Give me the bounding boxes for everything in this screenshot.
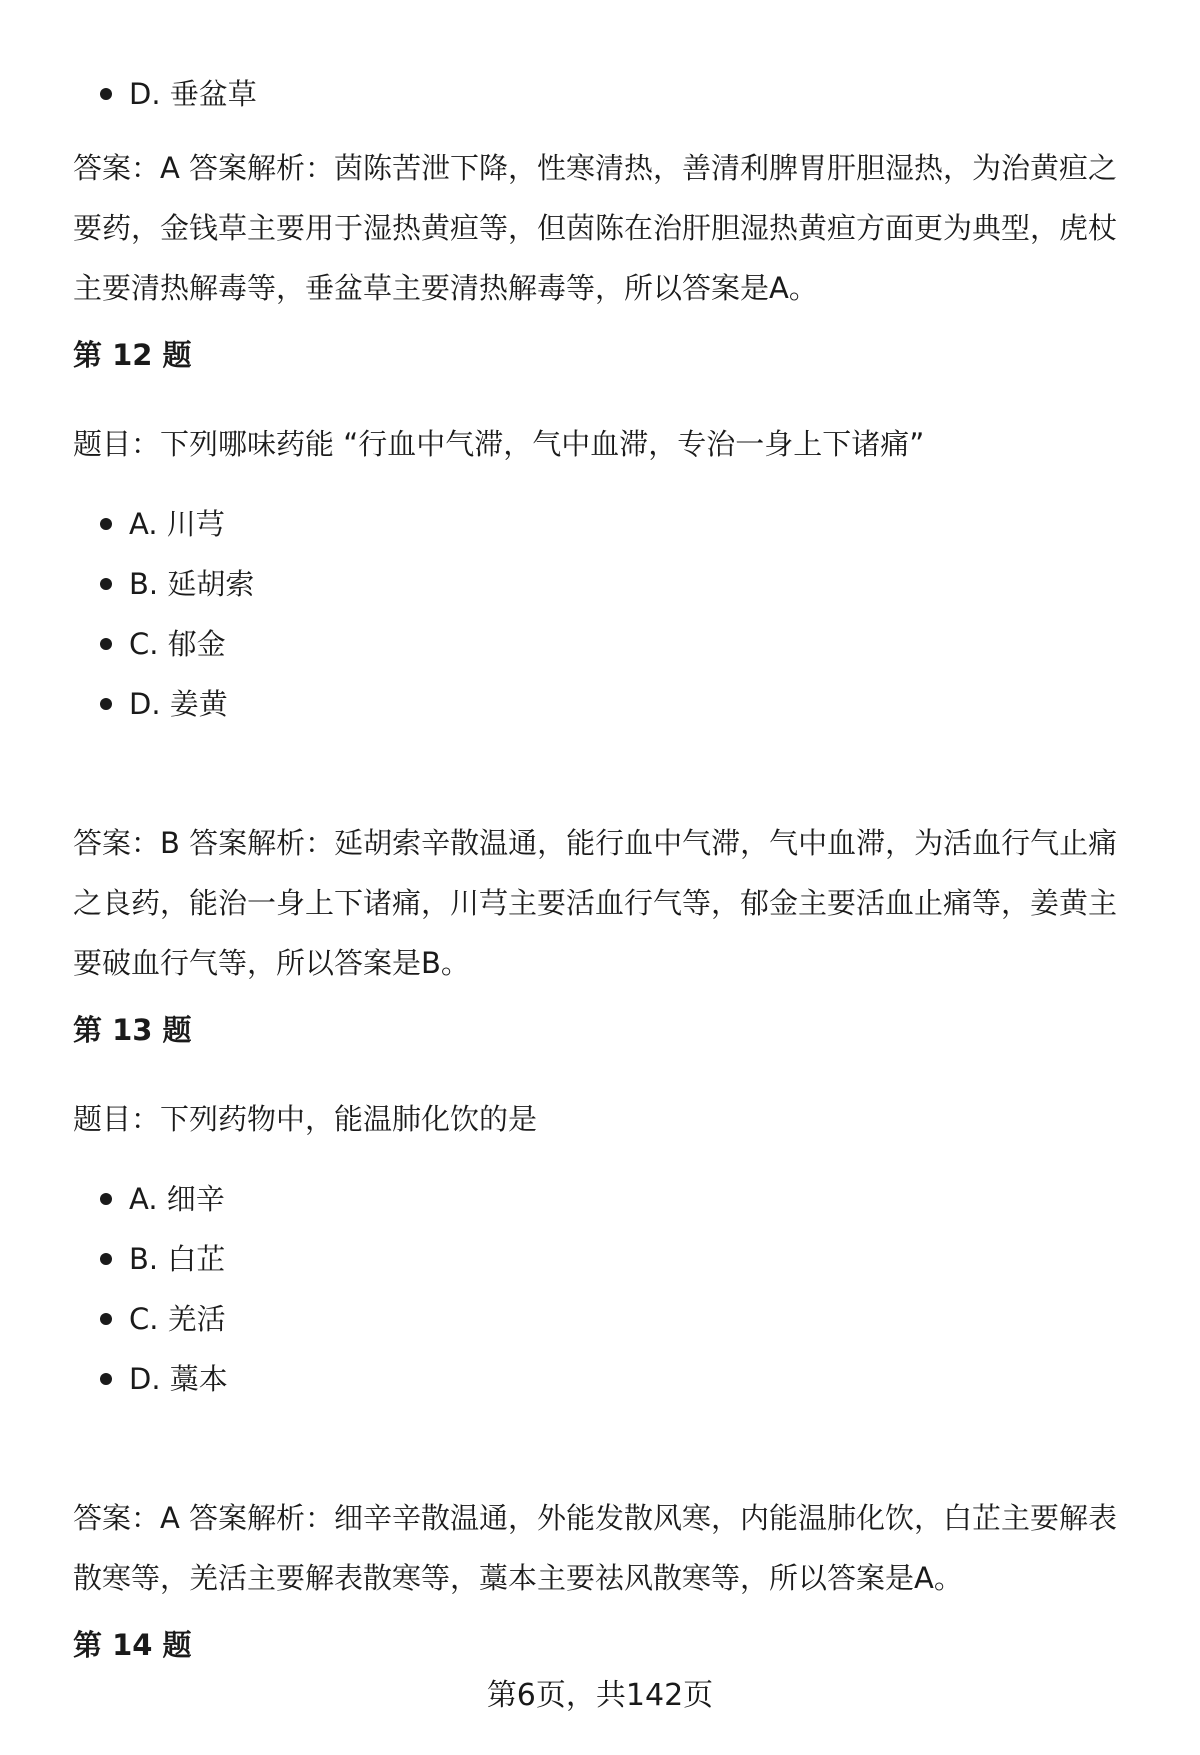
- q12-option-c: [73, 614, 1143, 674]
- bullet-dot-icon: [100, 1313, 112, 1325]
- option-label: D. 姜黄: [129, 687, 228, 721]
- q13-question: 题目：下列药物中，能温肺化饮的是: [73, 1102, 538, 1136]
- bullet-dot-icon: [100, 638, 112, 650]
- q13-option-d: [73, 1349, 1143, 1409]
- q12-option-a: [73, 494, 1143, 554]
- q13-option-b: [73, 1229, 1143, 1289]
- q11-option-list: [73, 64, 1143, 124]
- q11-option-d: [73, 64, 1143, 124]
- q13-option-a: [73, 1169, 1143, 1229]
- q12-option-d: [73, 674, 1143, 734]
- option-label: B. 白芷: [129, 1242, 226, 1276]
- option-label: D. 藁本: [129, 1362, 228, 1396]
- option-label: A. 细辛: [129, 1182, 225, 1216]
- q13-option-c: [73, 1289, 1143, 1349]
- q11-options: [73, 64, 1143, 124]
- bullet-dot-icon: [100, 518, 112, 530]
- q12-option-b: [73, 554, 1143, 614]
- q13-heading: 第 13 题: [73, 1013, 192, 1047]
- bullet-dot-icon: [100, 1193, 112, 1205]
- q13-answer: 答案：A 答案解析：细辛辛散温通，外能发散风寒，内能温肺化饮，白芷主要解表散寒等，羌活主要解表散寒等，藁本主要祛风散寒等，所以答案是A。: [73, 1501, 1118, 1595]
- q14-heading: 第 14 题: [73, 1628, 192, 1662]
- bullet-dot-icon: [100, 698, 112, 710]
- option-label: D. 垂盆草: [129, 77, 257, 111]
- page-number-footer: 第6页，共142页: [486, 1678, 714, 1713]
- bullet-dot-icon: [100, 1253, 112, 1265]
- q11-answer: 答案：A 答案解析：茵陈苦泄下降，性寒清热，善清利脾胃肝胆湿热，为治黄疸之要药，金钱草主要用于湿热黄疸等，但茵陈在治肝胆湿热黄疸方面更为典型，虎杖主要清热解毒等，垂盆草主要清热解毒等，所以答案是A。: [73, 151, 1118, 305]
- option-label: C. 郁金: [129, 627, 226, 661]
- q12-question: 题目：下列哪味药能 “行血中气滞，气中血滞，专治一身上下诸痛”: [73, 427, 925, 461]
- bullet-dot-icon: [100, 88, 112, 100]
- option-label: A. 川芎: [129, 507, 225, 541]
- option-label: C. 羌活: [129, 1302, 226, 1336]
- q12-option-list: [73, 494, 1143, 734]
- bullet-dot-icon: [100, 578, 112, 590]
- option-label: B. 延胡索: [129, 567, 255, 601]
- q13-option-list: [73, 1169, 1143, 1409]
- bullet-dot-icon: [100, 1373, 112, 1385]
- q12-heading: 第 12 题: [73, 338, 192, 372]
- q12-answer: 答案：B 答案解析：延胡索辛散温通，能行血中气滞，气中血滞，为活血行气止痛之良药，能治一身上下诸痛，川芎主要活血行气等，郁金主要活血止痛等，姜黄主要破血行气等，所以答案是B。: [73, 826, 1118, 980]
